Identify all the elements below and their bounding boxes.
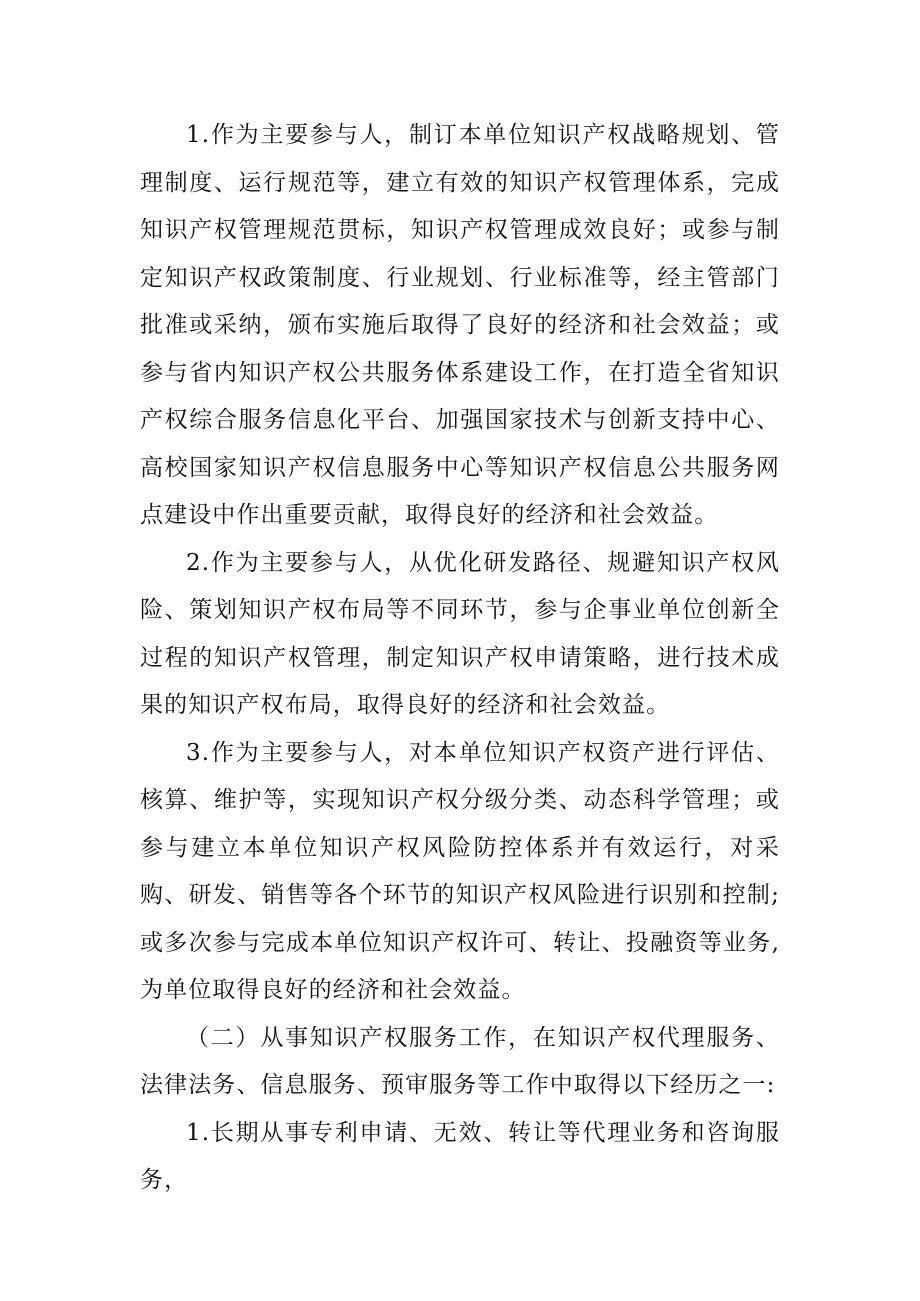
paragraph-4: 1.长期从事专利申请、无效、转让等代理业务和咨询服务， <box>140 1119 780 1193</box>
paragraph-2: 2.作为主要参与人，从优化研发路径、规避知识产权风险、策划知识产权布局等不同环节，参与企事业单位创新全过程的知识产权管理，制定知识产权申请策略，进行技术成果的知识产权布局，取得良好的经济和社会效益。 <box>140 549 780 718</box>
paragraph-3: 3.作为主要参与人，对本单位知识产权资产进行评估、核算、维护等，实现知识产权分级分类、动态科学管理；或参与建立本单位知识产权风险防控体系并有效运行，对采购、研发、销售等各个环节的知识产权风险进行识别和控制;或多次参与完成本单位知识产权许可、转让、投融资等业务,为单位取得良好的经济和社会效益。 <box>140 739 780 1003</box>
document-body <box>140 112 780 1205</box>
paragraph-section-2-heading: （二）从事知识产权服务工作，在知识产权代理服务、法律法务、信息服务、预审服务等工作中取得以下经历之一: <box>140 1024 780 1098</box>
paragraph-1: 1.作为主要参与人，制订本单位知识产权战略规划、管理制度、运行规范等，建立有效的知识产权管理体系，完成知识产权管理规范贯标，知识产权管理成效良好；或参与制定知识产权政策制度、行业规划、行业标准等，经主管部门批准或采纳，颁布实施后取得了良好的经济和社会效益；或参与省内知识产权公共服务体系建设工作，在打造全省知识产权综合服务信息化平台、加强国家技术与创新支持中心、高校国家知识产权信息服务中心等知识产权信息公共服务网点建设中作出重要贡献，取得良好的经济和社会效益。 <box>140 122 780 528</box>
